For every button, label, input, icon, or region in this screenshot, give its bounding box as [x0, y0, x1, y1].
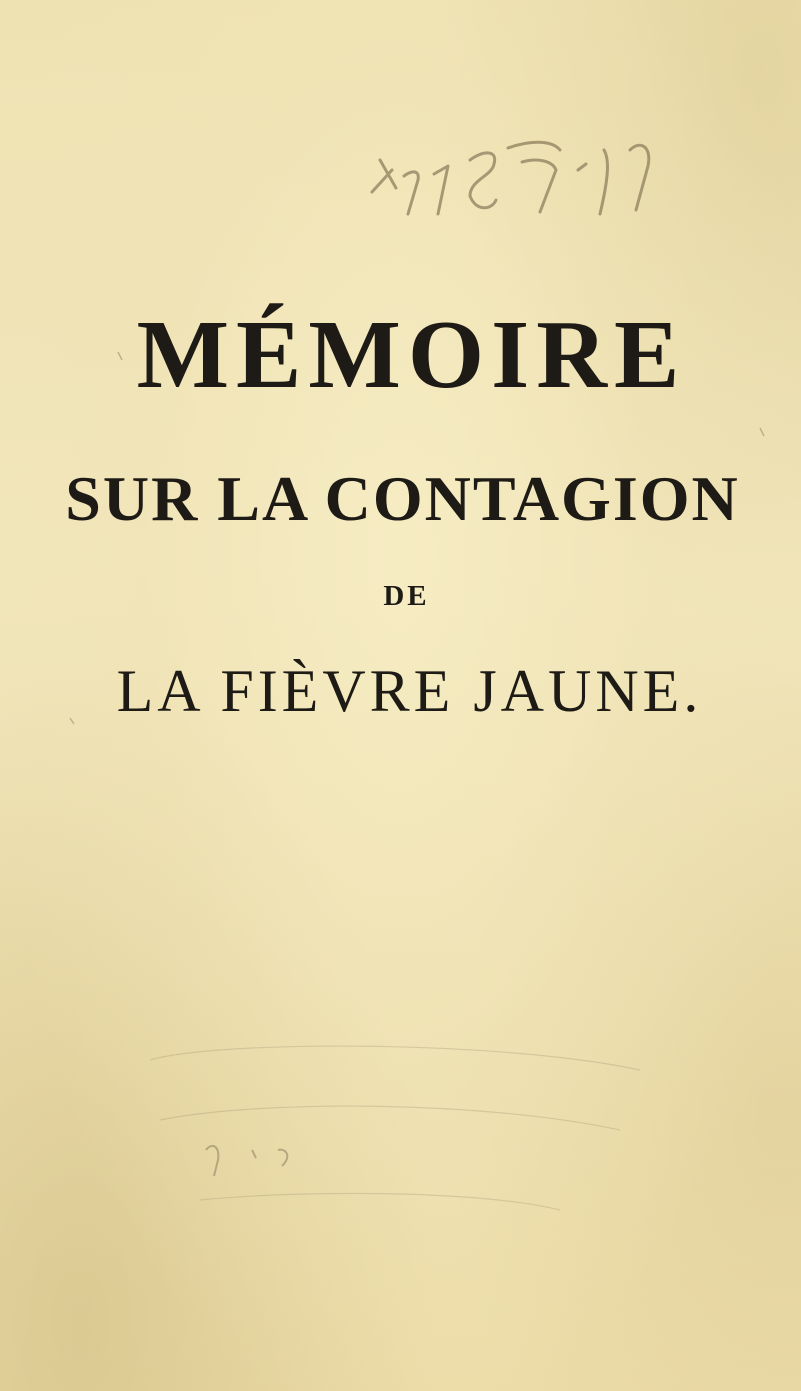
title-connector: DE: [383, 580, 430, 612]
document-title: MÉMOIRE: [136, 301, 687, 409]
document-subject: LA FIÈVRE JAUNE.: [116, 658, 703, 724]
document-subtitle: SUR LA CONTAGION: [65, 463, 740, 534]
